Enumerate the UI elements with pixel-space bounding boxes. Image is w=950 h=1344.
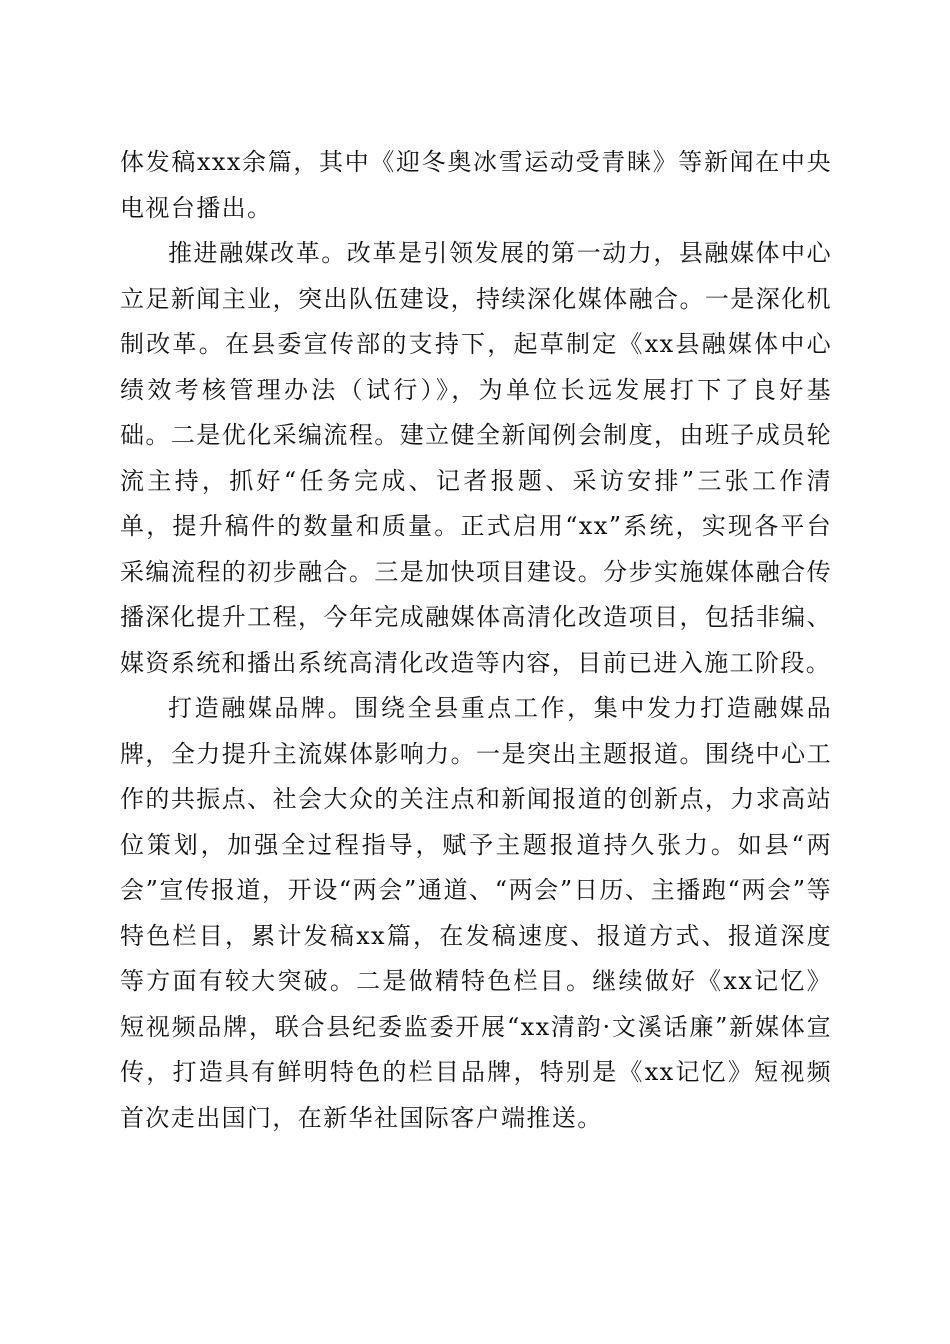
paragraph-continuation: 体发稿xxx余篇，其中《迎冬奥冰雪运动受青睐》等新闻在中央电视台播出。 (120, 148, 832, 222)
paragraph-media-reform: 推进融媒改革。改革是引领发展的第一动力，县融媒体中心立足新闻主业，突出队伍建设，持续深化媒体融合。一是深化机制改革。在县委宣传部的支持下，起草制定《xx县融媒体中心绩效考核管理办法（试行）》，为单位长远发展打下了良好基础。二是优化采编流程。建立健全新闻例会制度，由班子成员轮流主持，抓好“任务完成、记者报题、采访安排”三张工作清单，提升稿件的数量和质量。正式启用“xx”系统，实现各平台采编流程的初步融合。三是加快项目建设。分步实施媒体融合传播深化提升工程，今年完成融媒体高清化改造项目，包括非编、媒资系统和播出系统高清化改造等内容，目前已进入施工阶段。 (120, 239, 832, 677)
paragraph-media-brand: 打造融媒品牌。围绕全县重点工作，集中发力打造融媒品牌，全力提升主流媒体影响力。一是突出主题报道。围绕中心工作的共振点、社会大众的关注点和新闻报道的创新点，力求高站位策划，加强全过程指导，赋予主题报道持久张力。如县“两会”宣传报道，开设“两会”通道、“两会”日历、主播跑“两会”等特色栏目，累计发稿xx篇，在发稿速度、报道方式、报道深度等方面有较大突破。二是做精特色栏目。继续做好《xx记忆》短视频品牌，联合县纪委监委开展“xx清韵·文溪话廉”新媒体宣传，打造具有鲜明特色的栏目品牌，特别是《xx记忆》短视频首次走出国门，在新华社国际客户端推送。 (120, 694, 832, 1132)
document-body (120, 140, 832, 1141)
